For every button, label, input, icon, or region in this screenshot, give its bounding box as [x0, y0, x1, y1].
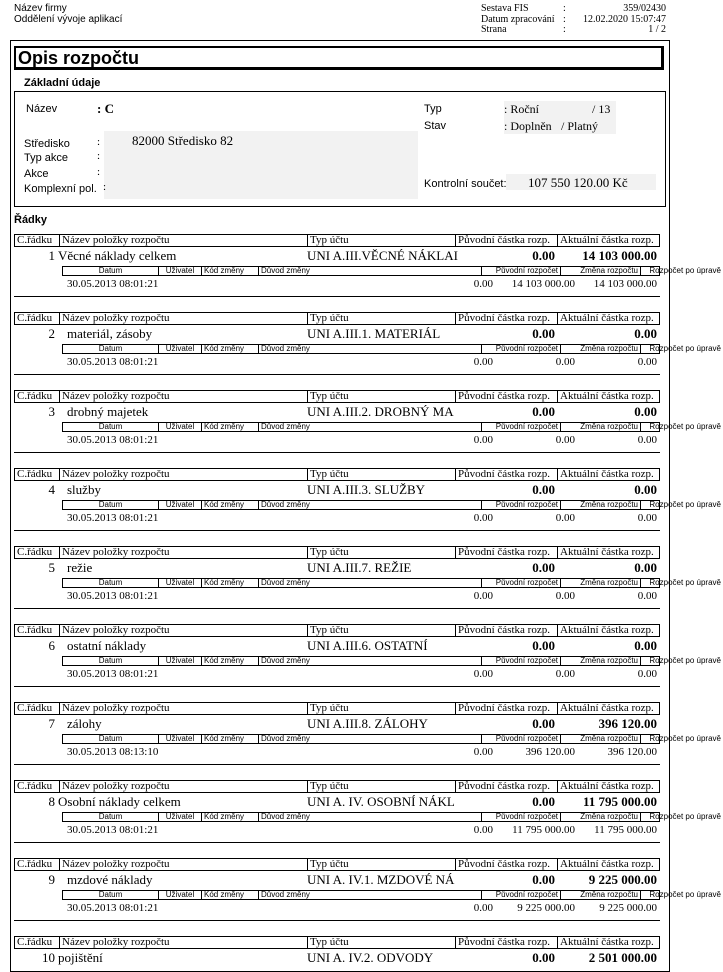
- change-col-orig: Původní rozpočet: [481, 500, 560, 510]
- change-col-reason: Důvod změny: [258, 578, 481, 588]
- item-separator: [14, 296, 660, 297]
- change-original: 0.00: [473, 902, 493, 914]
- col-header-num: C.řádku: [17, 468, 53, 480]
- change-date: 30.05.2013 08:01:21: [67, 512, 159, 524]
- item-number: 8: [48, 794, 55, 809]
- change-row: [14, 278, 660, 290]
- item-separator: [14, 920, 660, 921]
- item-original-amount: 0.00: [532, 560, 555, 575]
- change-date: 30.05.2013 08:01:21: [67, 668, 159, 680]
- change-header-row: [62, 422, 721, 432]
- change-col-date: Datum: [98, 578, 123, 587]
- item-number: 7: [48, 716, 55, 731]
- item-header-row: [14, 936, 660, 949]
- item-row: [14, 560, 660, 576]
- change-date: 30.05.2013 08:01:21: [67, 902, 159, 914]
- item-number: 3: [48, 404, 55, 419]
- change-col-reason: Důvod změny: [258, 500, 481, 510]
- item-original-amount: 0.00: [532, 638, 555, 653]
- change-col-orig: Původní rozpočet: [481, 344, 560, 354]
- col-header-type: Typ účtu: [307, 858, 455, 871]
- change-col-date: Datum: [98, 500, 123, 509]
- state-value-2: / Platný: [561, 119, 599, 133]
- item-number: 9: [48, 872, 55, 887]
- item-name: drobný majetek: [67, 404, 149, 419]
- change-date: 30.05.2013 08:01:21: [67, 590, 159, 602]
- item-separator: [14, 764, 660, 765]
- change-after: 0.00: [637, 512, 657, 524]
- change-amount: 0.00: [555, 590, 575, 602]
- item-number: 2: [48, 326, 55, 341]
- change-col-reason: Důvod změny: [258, 812, 481, 822]
- change-after: 14 103 000.00: [593, 278, 657, 290]
- item-account-type: UNI A. IV. OSOBNÍ NÁKL: [307, 794, 455, 809]
- change-col-code: Kód změny: [201, 578, 258, 588]
- item-name: zálohy: [67, 716, 102, 731]
- action-label: Akce: [24, 168, 49, 180]
- page-label: Strana: [481, 24, 507, 35]
- change-original: 0.00: [473, 356, 493, 368]
- col-header-orig: Původní částka rozp.: [455, 624, 557, 637]
- report-label: Sestava FIS: [481, 3, 529, 14]
- change-after: 396 120.00: [607, 746, 657, 758]
- change-col-user: Uživatel: [158, 344, 201, 354]
- change-header-row: [62, 890, 721, 900]
- change-col-change: Změna rozpočtu: [560, 422, 640, 432]
- change-row: [14, 902, 660, 914]
- item-row: [14, 248, 660, 264]
- change-col-date: Datum: [98, 656, 123, 665]
- item-account-type: UNI A.III.VĚCNÉ NÁKLAI: [307, 248, 458, 263]
- col-header-curr: Aktuální částka rozp.: [557, 546, 661, 559]
- item-number: 10: [42, 950, 55, 965]
- item-account-type: UNI A.III.2. DROBNÝ MA: [307, 404, 454, 419]
- item-header-row: [14, 624, 660, 637]
- item-header-row: [14, 858, 660, 871]
- change-row: [14, 668, 660, 680]
- item-row: [14, 326, 660, 342]
- col-header-curr: Aktuální částka rozp.: [557, 858, 661, 871]
- item-row: [14, 950, 660, 966]
- change-col-code: Kód změny: [201, 422, 258, 432]
- col-header-curr: Aktuální částka rozp.: [557, 390, 661, 403]
- change-amount: 11 795 000.00: [512, 824, 575, 836]
- change-col-change: Změna rozpočtu: [560, 578, 640, 588]
- col-header-name: Název položky rozpočtu: [59, 234, 307, 247]
- col-header-type: Typ účtu: [307, 936, 455, 949]
- change-col-change: Změna rozpočtu: [560, 890, 640, 900]
- change-amount: 0.00: [555, 668, 575, 680]
- item-original-amount: 0.00: [532, 950, 555, 965]
- change-header-row: [62, 266, 721, 276]
- change-col-orig: Původní rozpočet: [481, 812, 560, 822]
- change-amount: 0.00: [555, 434, 575, 446]
- item-account-type: UNI A. IV.2. ODVODY: [307, 950, 434, 965]
- item-number: 1: [48, 248, 55, 263]
- change-date: 30.05.2013 08:01:21: [67, 356, 159, 368]
- type-label: Typ: [424, 103, 442, 115]
- change-col-after: Rozpočet po úpravě: [640, 734, 723, 744]
- col-header-type: Typ účtu: [307, 624, 455, 637]
- change-col-reason: Důvod změny: [258, 344, 481, 354]
- item-number: 6: [48, 638, 55, 653]
- col-header-num: C.řádku: [17, 546, 53, 558]
- item-current-amount: 11 795 000.00: [582, 794, 657, 809]
- col-header-curr: Aktuální částka rozp.: [557, 702, 661, 715]
- change-header-row: [62, 734, 721, 744]
- item-current-amount: 0.00: [634, 482, 657, 497]
- item-header-row: [14, 546, 660, 559]
- item-account-type: UNI A. IV.1. MZDOVÉ NÁ: [307, 872, 455, 887]
- name-value: : C: [97, 101, 114, 116]
- change-col-user: Uživatel: [158, 266, 201, 276]
- item-row: [14, 404, 660, 420]
- change-col-code: Kód změny: [201, 500, 258, 510]
- col-header-type: Typ účtu: [307, 390, 455, 403]
- item-row: [14, 716, 660, 732]
- col-header-curr: Aktuální částka rozp.: [557, 468, 661, 481]
- item-current-amount: 0.00: [634, 638, 657, 653]
- col-header-num: C.řádku: [17, 702, 53, 714]
- title-box: [14, 46, 664, 70]
- action-type-label: Typ akce: [24, 152, 69, 164]
- item-separator: [14, 842, 660, 843]
- item-row: [14, 482, 660, 498]
- rows-section-label: Řádky: [14, 214, 48, 226]
- item-name: služby: [67, 482, 101, 497]
- change-original: 0.00: [473, 746, 493, 758]
- change-col-user: Uživatel: [158, 578, 201, 588]
- col-header-type: Typ účtu: [307, 312, 455, 325]
- item-header-row: [14, 312, 660, 325]
- change-after: 0.00: [637, 434, 657, 446]
- change-col-change: Změna rozpočtu: [560, 812, 640, 822]
- col-header-orig: Původní částka rozp.: [455, 780, 557, 793]
- col-header-name: Název položky rozpočtu: [59, 780, 307, 793]
- change-after: 11 795 000.00: [594, 824, 657, 836]
- item-original-amount: 0.00: [532, 716, 555, 731]
- col-header-orig: Původní částka rozp.: [455, 546, 557, 559]
- change-original: 0.00: [473, 512, 493, 524]
- change-amount: 14 103 000.00: [511, 278, 575, 290]
- change-col-reason: Důvod změny: [258, 890, 481, 900]
- change-col-after: Rozpočet po úpravě: [640, 266, 723, 276]
- complex-label: Komplexní pol.: [24, 183, 97, 195]
- change-amount: 0.00: [555, 512, 575, 524]
- change-col-user: Uživatel: [158, 812, 201, 822]
- processed-colon: :: [563, 14, 566, 25]
- item-header-row: [14, 390, 660, 403]
- item-current-amount: 0.00: [634, 404, 657, 419]
- item-name: mzdové náklady: [67, 872, 153, 887]
- change-col-reason: Důvod změny: [258, 656, 481, 666]
- col-header-type: Typ účtu: [307, 546, 455, 559]
- col-header-num: C.řádku: [17, 936, 53, 948]
- col-header-type: Typ účtu: [307, 468, 455, 481]
- col-header-curr: Aktuální částka rozp.: [557, 780, 661, 793]
- change-header-row: [62, 578, 721, 588]
- change-col-change: Změna rozpočtu: [560, 656, 640, 666]
- change-col-user: Uživatel: [158, 890, 201, 900]
- change-col-code: Kód změny: [201, 266, 258, 276]
- item-number: 4: [48, 482, 55, 497]
- company-name: Název firmy: [14, 3, 67, 14]
- change-col-orig: Původní rozpočet: [481, 422, 560, 432]
- center-colon: :: [97, 136, 101, 148]
- change-col-orig: Původní rozpočet: [481, 734, 560, 744]
- item-number: 5: [48, 560, 55, 575]
- item-separator: [14, 374, 660, 375]
- type-number: / 13: [592, 102, 611, 116]
- item-name: režie: [67, 560, 93, 575]
- change-header-row: [62, 344, 721, 354]
- change-date: 30.05.2013 08:13:10: [67, 746, 159, 758]
- item-name: pojištění: [58, 950, 103, 965]
- change-header-row: [62, 500, 721, 510]
- col-header-orig: Původní částka rozp.: [455, 390, 557, 403]
- change-row: [14, 356, 660, 368]
- change-col-date: Datum: [98, 266, 123, 275]
- item-current-amount: 0.00: [634, 560, 657, 575]
- item-current-amount: 14 103 000.00: [582, 248, 657, 263]
- change-col-date: Datum: [98, 734, 123, 743]
- change-after: 0.00: [637, 590, 657, 602]
- item-original-amount: 0.00: [532, 872, 555, 887]
- department-name: Oddělení vývoje aplikací: [14, 14, 123, 25]
- item-row: [14, 794, 660, 810]
- item-account-type: UNI A.III.1. MATERIÁL: [307, 326, 441, 341]
- item-header-row: [14, 780, 660, 793]
- item-original-amount: 0.00: [532, 326, 555, 341]
- change-col-after: Rozpočet po úpravě: [640, 656, 723, 666]
- center-value: 82000 Středisko 82: [132, 133, 234, 148]
- page-title: Opis rozpočtu: [18, 48, 139, 68]
- report-code: 359/02430: [623, 3, 666, 14]
- item-current-amount: 396 120.00: [598, 716, 657, 731]
- change-row: [14, 746, 660, 758]
- change-date: 30.05.2013 08:01:21: [67, 278, 159, 290]
- col-header-name: Název položky rozpočtu: [59, 312, 307, 325]
- change-col-orig: Původní rozpočet: [481, 656, 560, 666]
- center-label: Středisko: [24, 138, 70, 150]
- change-col-code: Kód změny: [201, 890, 258, 900]
- change-date: 30.05.2013 08:01:21: [67, 434, 159, 446]
- change-col-after: Rozpočet po úpravě: [640, 422, 723, 432]
- item-current-amount: 2 501 000.00: [588, 950, 657, 965]
- action-type-colon: :: [97, 150, 101, 162]
- col-header-type: Typ účtu: [307, 234, 455, 247]
- change-col-code: Kód změny: [201, 344, 258, 354]
- item-separator: [14, 452, 660, 453]
- change-date: 30.05.2013 08:01:21: [67, 824, 159, 836]
- item-original-amount: 0.00: [532, 794, 555, 809]
- action-colon: :: [97, 166, 101, 178]
- change-col-reason: Důvod změny: [258, 734, 481, 744]
- page-colon: :: [563, 24, 566, 35]
- change-row: [14, 590, 660, 602]
- item-header-row: [14, 702, 660, 715]
- col-header-name: Název položky rozpočtu: [59, 936, 307, 949]
- item-name: materiál, zásoby: [67, 326, 153, 341]
- col-header-curr: Aktuální částka rozp.: [557, 312, 661, 325]
- change-col-code: Kód změny: [201, 734, 258, 744]
- col-header-orig: Původní částka rozp.: [455, 936, 557, 949]
- change-col-user: Uživatel: [158, 656, 201, 666]
- col-header-type: Typ účtu: [307, 702, 455, 715]
- change-col-code: Kód změny: [201, 812, 258, 822]
- change-col-change: Změna rozpočtu: [560, 734, 640, 744]
- change-col-after: Rozpočet po úpravě: [640, 578, 723, 588]
- col-header-curr: Aktuální částka rozp.: [557, 234, 661, 247]
- change-original: 0.00: [473, 278, 493, 290]
- change-col-date: Datum: [98, 812, 123, 821]
- col-header-orig: Původní částka rozp.: [455, 234, 557, 247]
- change-header-row: [62, 812, 721, 822]
- name-label: Název: [26, 103, 58, 115]
- col-header-num: C.řádku: [17, 312, 53, 324]
- change-col-after: Rozpočet po úpravě: [640, 500, 723, 510]
- item-separator: [14, 530, 660, 531]
- change-amount: 9 225 000.00: [517, 902, 575, 914]
- col-header-type: Typ účtu: [307, 780, 455, 793]
- item-original-amount: 0.00: [532, 404, 555, 419]
- change-original: 0.00: [473, 590, 493, 602]
- change-original: 0.00: [473, 434, 493, 446]
- basic-section-label: Základní údaje: [24, 77, 101, 89]
- change-col-orig: Původní rozpočet: [481, 578, 560, 588]
- change-col-change: Změna rozpočtu: [560, 266, 640, 276]
- change-col-after: Rozpočet po úpravě: [640, 344, 723, 354]
- change-col-orig: Původní rozpočet: [481, 890, 560, 900]
- change-col-date: Datum: [98, 422, 123, 431]
- page-number: 1 / 2: [648, 24, 666, 35]
- change-row: [14, 512, 660, 524]
- item-account-type: UNI A.III.7. REŽIE: [307, 560, 412, 575]
- item-header-row: [14, 234, 660, 247]
- change-after: 0.00: [637, 356, 657, 368]
- change-col-user: Uživatel: [158, 500, 201, 510]
- col-header-num: C.řádku: [17, 390, 53, 402]
- change-col-code: Kód změny: [201, 656, 258, 666]
- col-header-name: Název položky rozpočtu: [59, 546, 307, 559]
- item-separator: [14, 686, 660, 687]
- type-value: : Roční: [504, 102, 539, 116]
- item-original-amount: 0.00: [532, 482, 555, 497]
- item-row: [14, 872, 660, 888]
- col-header-num: C.řádku: [17, 858, 53, 870]
- change-col-date: Datum: [98, 344, 123, 353]
- col-header-name: Název položky rozpočtu: [59, 624, 307, 637]
- col-header-name: Název položky rozpočtu: [59, 858, 307, 871]
- item-row: [14, 638, 660, 654]
- processed-label: Datum zpracování: [481, 14, 555, 25]
- item-account-type: UNI A.III.8. ZÁLOHY: [307, 716, 428, 731]
- col-header-name: Název položky rozpočtu: [59, 390, 307, 403]
- col-header-orig: Původní částka rozp.: [455, 858, 557, 871]
- item-original-amount: 0.00: [532, 248, 555, 263]
- change-header-row: [62, 656, 721, 666]
- report-colon: :: [563, 3, 566, 14]
- change-col-reason: Důvod změny: [258, 422, 481, 432]
- change-amount: 396 120.00: [525, 746, 575, 758]
- change-original: 0.00: [473, 668, 493, 680]
- item-account-type: UNI A.III.6. OSTATNÍ: [307, 638, 428, 653]
- item-name: Věcné náklady celkem: [58, 248, 177, 263]
- change-after: 9 225 000.00: [599, 902, 657, 914]
- checksum-label: Kontrolní součet:: [424, 178, 507, 190]
- col-header-num: C.řádku: [17, 780, 53, 792]
- change-col-reason: Důvod změny: [258, 266, 481, 276]
- change-col-user: Uživatel: [158, 422, 201, 432]
- change-col-orig: Původní rozpočet: [481, 266, 560, 276]
- col-header-num: C.řádku: [17, 234, 53, 246]
- item-name: ostatní náklady: [67, 638, 147, 653]
- change-col-change: Změna rozpočtu: [560, 500, 640, 510]
- change-col-change: Změna rozpočtu: [560, 344, 640, 354]
- item-header-row: [14, 468, 660, 481]
- change-col-after: Rozpočet po úpravě: [640, 812, 723, 822]
- col-header-orig: Původní částka rozp.: [455, 702, 557, 715]
- change-col-after: Rozpočet po úpravě: [640, 890, 723, 900]
- col-header-name: Název položky rozpočtu: [59, 468, 307, 481]
- change-col-user: Uživatel: [158, 734, 201, 744]
- item-current-amount: 0.00: [634, 326, 657, 341]
- state-label: Stav: [424, 120, 447, 132]
- col-header-orig: Původní částka rozp.: [455, 468, 557, 481]
- item-account-type: UNI A.III.3. SLUŽBY: [307, 482, 426, 497]
- col-header-orig: Původní částka rozp.: [455, 312, 557, 325]
- col-header-curr: Aktuální částka rozp.: [557, 936, 661, 949]
- item-name: Osobní náklady celkem: [58, 794, 181, 809]
- col-header-num: C.řádku: [17, 624, 53, 636]
- change-amount: 0.00: [555, 356, 575, 368]
- col-header-name: Název položky rozpočtu: [59, 702, 307, 715]
- item-separator: [14, 608, 660, 609]
- state-value: : Doplněn: [504, 119, 552, 133]
- complex-colon: :: [103, 181, 107, 193]
- change-row: [14, 824, 660, 836]
- item-current-amount: 9 225 000.00: [588, 872, 657, 887]
- col-header-curr: Aktuální částka rozp.: [557, 624, 661, 637]
- change-col-date: Datum: [98, 890, 123, 899]
- change-original: 0.00: [473, 824, 493, 836]
- processed-datetime: 12.02.2020 15:07:47: [582, 14, 666, 25]
- change-after: 0.00: [637, 668, 657, 680]
- checksum-value: 107 550 120.00 Kč: [528, 175, 628, 190]
- change-row: [14, 434, 660, 446]
